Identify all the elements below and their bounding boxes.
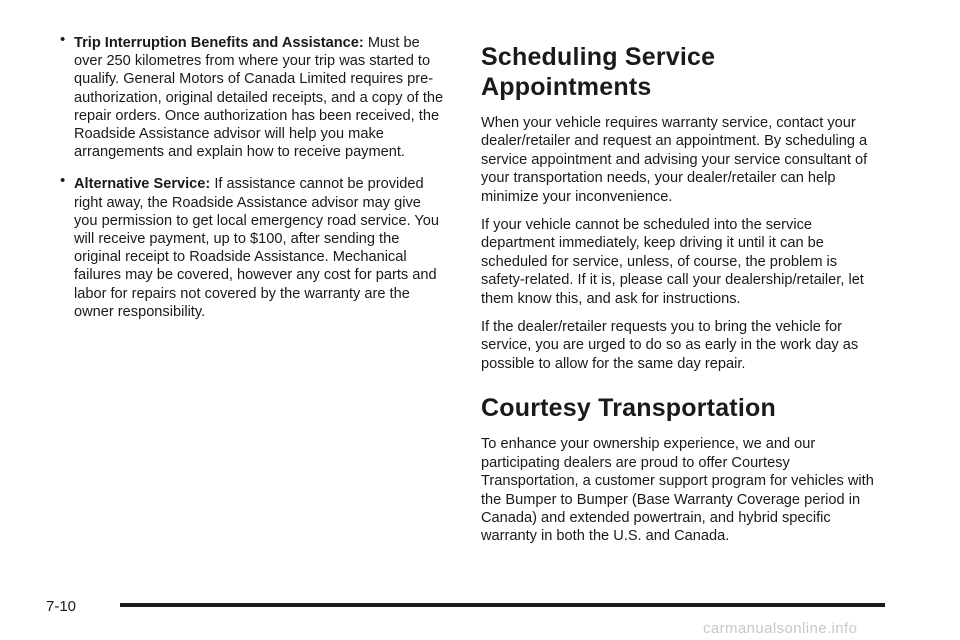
footer-divider	[120, 603, 885, 607]
left-column	[60, 31, 445, 335]
bullet-term: Alternative Service:	[74, 176, 211, 193]
bullet-term: Trip Interruption Benefits and Assistance:	[74, 35, 364, 51]
right-column	[481, 42, 881, 556]
paragraph: If your vehicle cannot be scheduled into the service department immediately, keep driving it until it can be scheduled for service, unless, of course, the problem is safety-related. If it is, please call your dealership/retailer, let them know this, and ask for instructions.	[481, 217, 864, 307]
paragraph: When your vehicle requires warranty service, contact your dealer/retailer and request an appointment. By scheduling a service appointment and advising your service consultant of your transportation needs, your dealer/retailer can help minimize your inconvenience.	[481, 115, 868, 205]
bullet-dot-icon: •	[60, 31, 66, 48]
bullet-text: Must be over 250 kilometres from where your trip was started to qualify. General Motors of Canada Limited requires pre-authorization, original detailed receipts, and a copy of the repair orders. Once authorization has been received, the Roadside Assistance advisor will help you make arrangements and explain how to receive payment.	[74, 35, 444, 161]
page-number: 7-10	[46, 598, 77, 615]
section-heading-courtesy: Courtesy Transportation	[481, 394, 776, 423]
bullet-trip-interruption	[60, 31, 445, 161]
watermark: carmanualsonline.info	[703, 620, 858, 637]
paragraph: To enhance your ownership experience, we and our participating dealers are proud to offer Courtesy Transportation, a customer support program for vehicles with the Bumper to Bumper (Base Warranty Coverage period in Canada) and extended powertrain, and hybrid specific warranty in both the U.S. and Canada.	[481, 436, 874, 545]
bullet-dot-icon: •	[60, 172, 66, 190]
section-heading-scheduling: Scheduling Service Appointments	[481, 43, 716, 101]
paragraph: If the dealer/retailer requests you to bring the vehicle for service, you are urged to do so as early in the work day as possible to allow for the same day repair.	[481, 319, 859, 372]
bullet-text: If assistance cannot be provided right away, the Roadside Assistance advisor may give you permission to get local emergency road service. You will receive payment, up to $100, after sending the original receipt to Roadside Assistance. Mechanical failures may be covered, however any cost for parts and labor for repairs not covered by the warranty are the owner responsibility.	[74, 176, 440, 320]
bullet-alternative-service	[60, 172, 445, 321]
